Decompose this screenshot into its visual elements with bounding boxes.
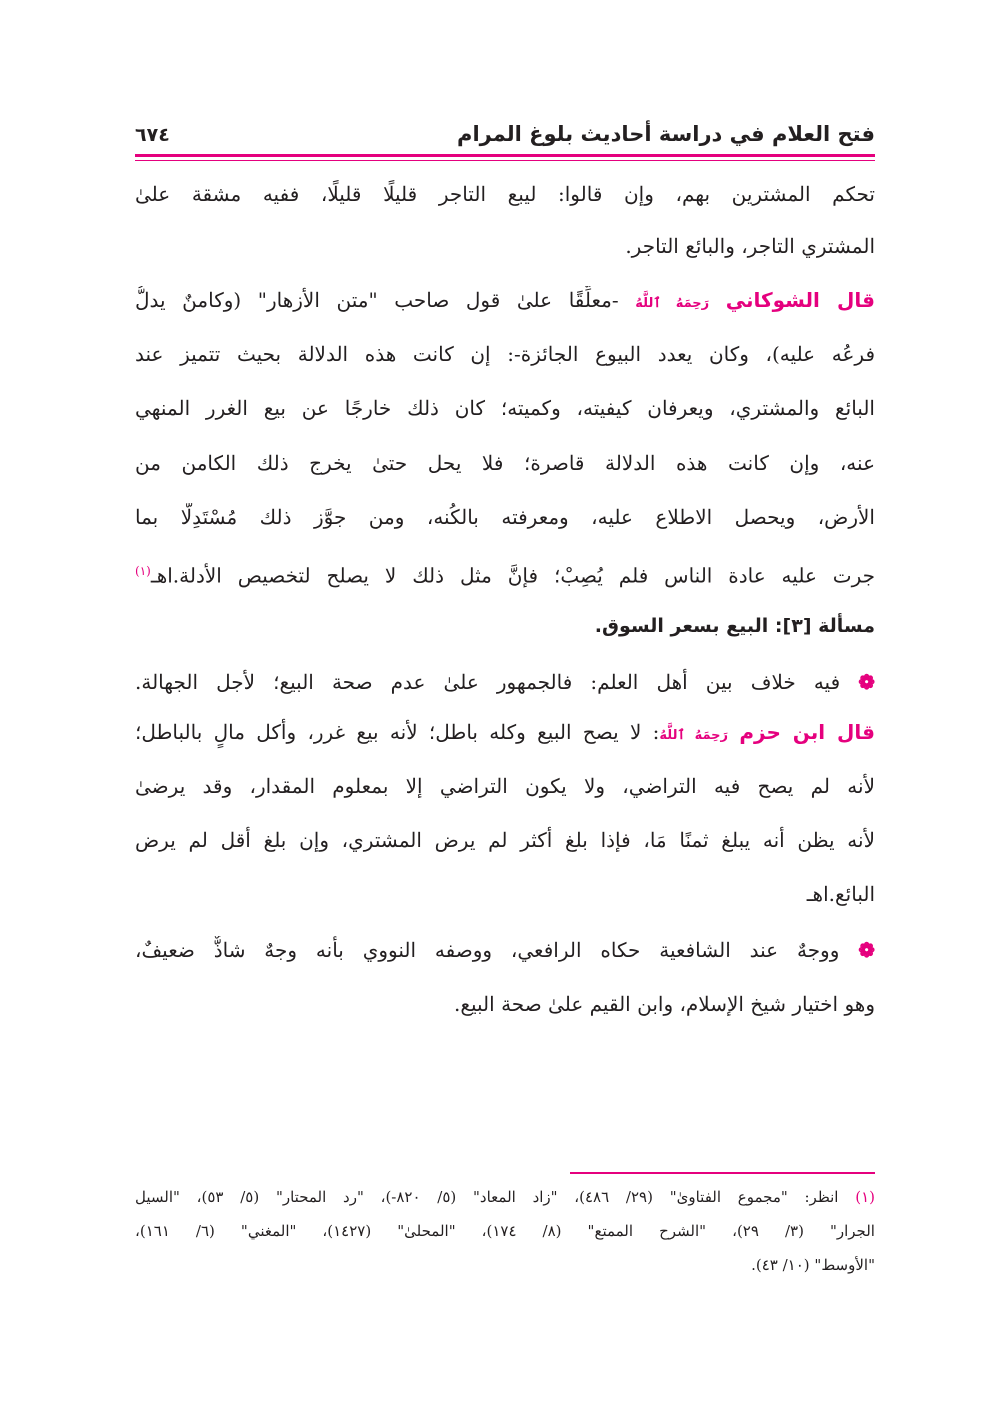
text-line: عنه، وإن كانت هذه الدلالة قاصرة؛ فلا يحل حتىٰ يخرج ذلك الكامن من: [135, 451, 875, 475]
heading-label: مسألة [٣]:: [774, 615, 875, 637]
header-rule: [135, 154, 875, 157]
footnote-number: (١): [855, 1188, 875, 1206]
footnote-rule: [570, 1172, 875, 1174]
footnote-line: [135, 1186, 875, 1208]
running-header: [135, 118, 875, 158]
text-line: تحكم المشترين بهم، وإن قالوا: ليبع التاجر قليلًا قليلًا، ففيه مشقة علىٰ: [135, 182, 875, 206]
text-span: -معلِّقًا علىٰ قول صاحب "متن الأزهار" (وكامنٌ يدلُّ: [135, 288, 619, 312]
text-span: : لا يصح البيع وكله باطل؛ لأنه بيع غرر، وأكل مالٍ بالباطل؛: [135, 720, 660, 744]
text-line: [135, 286, 875, 318]
book-title: فتح العلام في دراسة أحاديث بلوغ المرام: [457, 122, 875, 146]
text-line: [135, 557, 875, 590]
scholar-name: قال ابن حزم: [739, 720, 875, 744]
header-rule-thin: [135, 160, 875, 161]
footnote-line: "الأوسط" (١٠/ ٤٣).: [751, 1256, 875, 1274]
text-line: وهو اختيار شيخ الإسلام، وابن القيم علىٰ صحة البيع.: [453, 992, 875, 1016]
heading-text: البيع بسعر السوق.: [594, 615, 769, 637]
text-line: لأنه لم يصح فيه التراضي، ولا يكون التراضي إلا بمعلوم المقدار، وقد يرضىٰ: [135, 774, 875, 798]
text-span: ووجهٌ عند الشافعية حكاه الرافعي، ووصفه النووي بأنه وجهٌ شاذٌّ ضعيفٌ،: [135, 938, 840, 962]
footnote-line: الجرار" (٣/ ٢٩)، "الشرح الممتع" (٨/ ١٧٤)، "المحلىٰ" (١٤٢٧)، "المغني" (٦/ ١٦١)،: [135, 1222, 875, 1240]
honorific: رَحِمَهُ ٱللَّهُ: [635, 296, 710, 311]
honorific: رَحِمَهُ ٱللَّهُ: [659, 728, 729, 743]
text-span: جرت عليه عادة الناس فلم يُصِبْ؛ فإنَّ مثل ذلك لا يصلح لتخصيص الأدلة.اهـ: [150, 563, 875, 588]
text-line: [135, 936, 875, 964]
text-line: فرعُه عليه)، وكان يعدد البيوع الجائزة-: إن كانت هذه الدلالة بحيث تتميز عند: [135, 342, 875, 366]
footnote-ref: (١): [135, 564, 151, 578]
page-number: ٦٧٤: [135, 124, 170, 146]
text-line: البائع والمشتري، ويعرفان كيفيته، وكميته؛ كان ذلك خارجًا عن بيع الغرر المنهي: [135, 396, 875, 420]
footnote-text: انظر: "مجموع الفتاوىٰ" (٢٩/ ٤٨٦)، "زاد المعاد" (٥/ ٨٢٠-)، "رد المحتار" (٥/ ٥٣)، "السيل: [135, 1188, 839, 1206]
text-line: الأرض، ويحصل الاطلاع عليه، ومعرفته بالكُنه، ومن جوَّز ذلك مُسْتَدِلًّا بما: [135, 505, 875, 529]
text-line: لأنه يظن أنه يبلغ ثمنًا مَا، فإذا بلغ أكثر لم يرض المشتري، وإن بلغ أقل لم يرض: [135, 828, 875, 852]
scholar-name: قال الشوكاني: [725, 288, 875, 312]
section-heading: [135, 612, 875, 640]
text-span: فيه خلاف بين أهل العلم: فالجمهور علىٰ عدم صحة البيع؛ لأجل الجهالة.: [135, 670, 841, 694]
text-line: [135, 668, 875, 696]
text-line: البائع.اهـ: [806, 882, 875, 906]
flower-ornament-icon: ❁: [858, 670, 875, 694]
text-line: المشتري التاجر، والبائع التاجر.: [625, 234, 875, 258]
text-line: [135, 718, 875, 750]
flower-ornament-icon: ❁: [858, 938, 875, 962]
